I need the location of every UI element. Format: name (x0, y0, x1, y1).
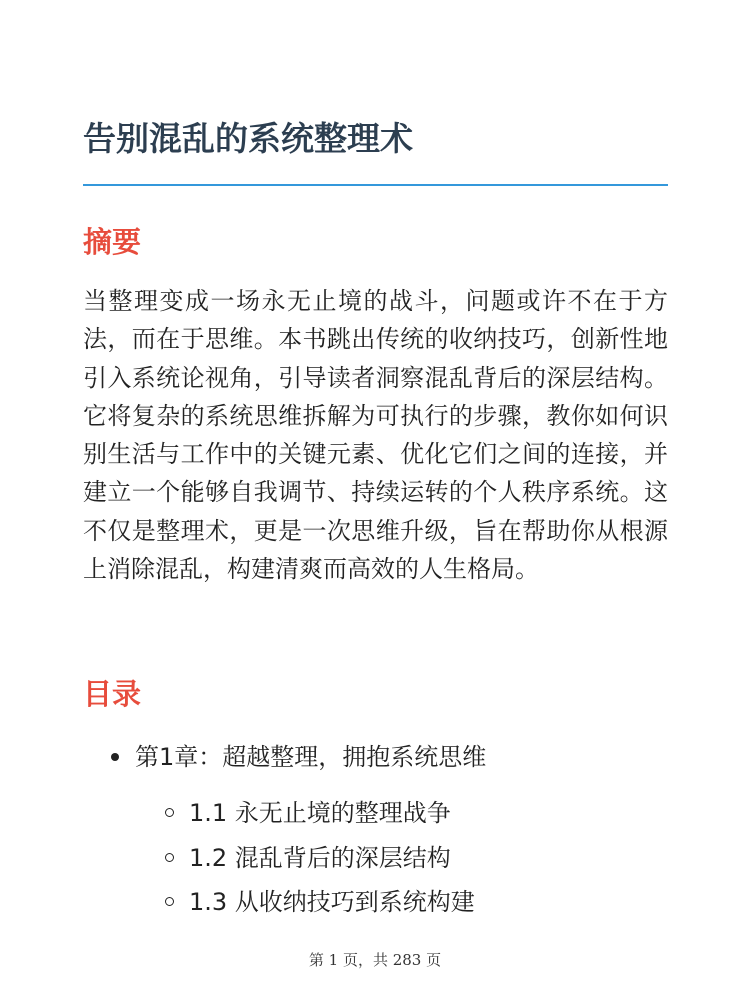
abstract-heading: 摘要 (83, 225, 142, 259)
toc-chapter-label: 第1章：超越整理，拥抱系统思维 (135, 743, 487, 771)
bullet-circle-icon (165, 897, 174, 906)
bullet-circle-icon (165, 853, 174, 862)
toc-section-label: 1.2 混乱背后的深层结构 (189, 844, 451, 872)
bullet-disc-icon (111, 753, 119, 761)
toc-chapter-1[interactable] (135, 740, 486, 774)
bullet-circle-icon (165, 808, 174, 817)
page-footer: 第 1 页，共 283 页 (308, 951, 442, 969)
toc-section-label: 1.3 从收纳技巧到系统构建 (189, 888, 475, 916)
toc-section-1-3[interactable] (189, 885, 475, 919)
toc-section-1-2[interactable] (189, 841, 451, 875)
toc-section-1-1[interactable] (189, 796, 451, 830)
document-title: 告别混乱的系统整理术 (83, 119, 413, 158)
abstract-body: 当整理变成一场永无止境的战斗，问题或许不在于方法，而在于思维。本书跳出传统的收纳技巧，创新性地引入系统论视角，引导读者洞察混乱背后的深层结构。它将复杂的系统思维拆解为可执行的步骤，教你如何识别生活与工作中的关键元素、优化它们之间的连接，并建立一个能够自我调节、持续运转的个人秩序系统。这不仅是整理术，更是一次思维升级，旨在帮助你从根源上消除混乱，构建清爽而高效的人生格局。 (83, 287, 668, 584)
toc-heading: 目录 (83, 677, 142, 711)
title-divider (83, 184, 668, 186)
toc-section-label: 1.1 永无止境的整理战争 (189, 799, 451, 827)
